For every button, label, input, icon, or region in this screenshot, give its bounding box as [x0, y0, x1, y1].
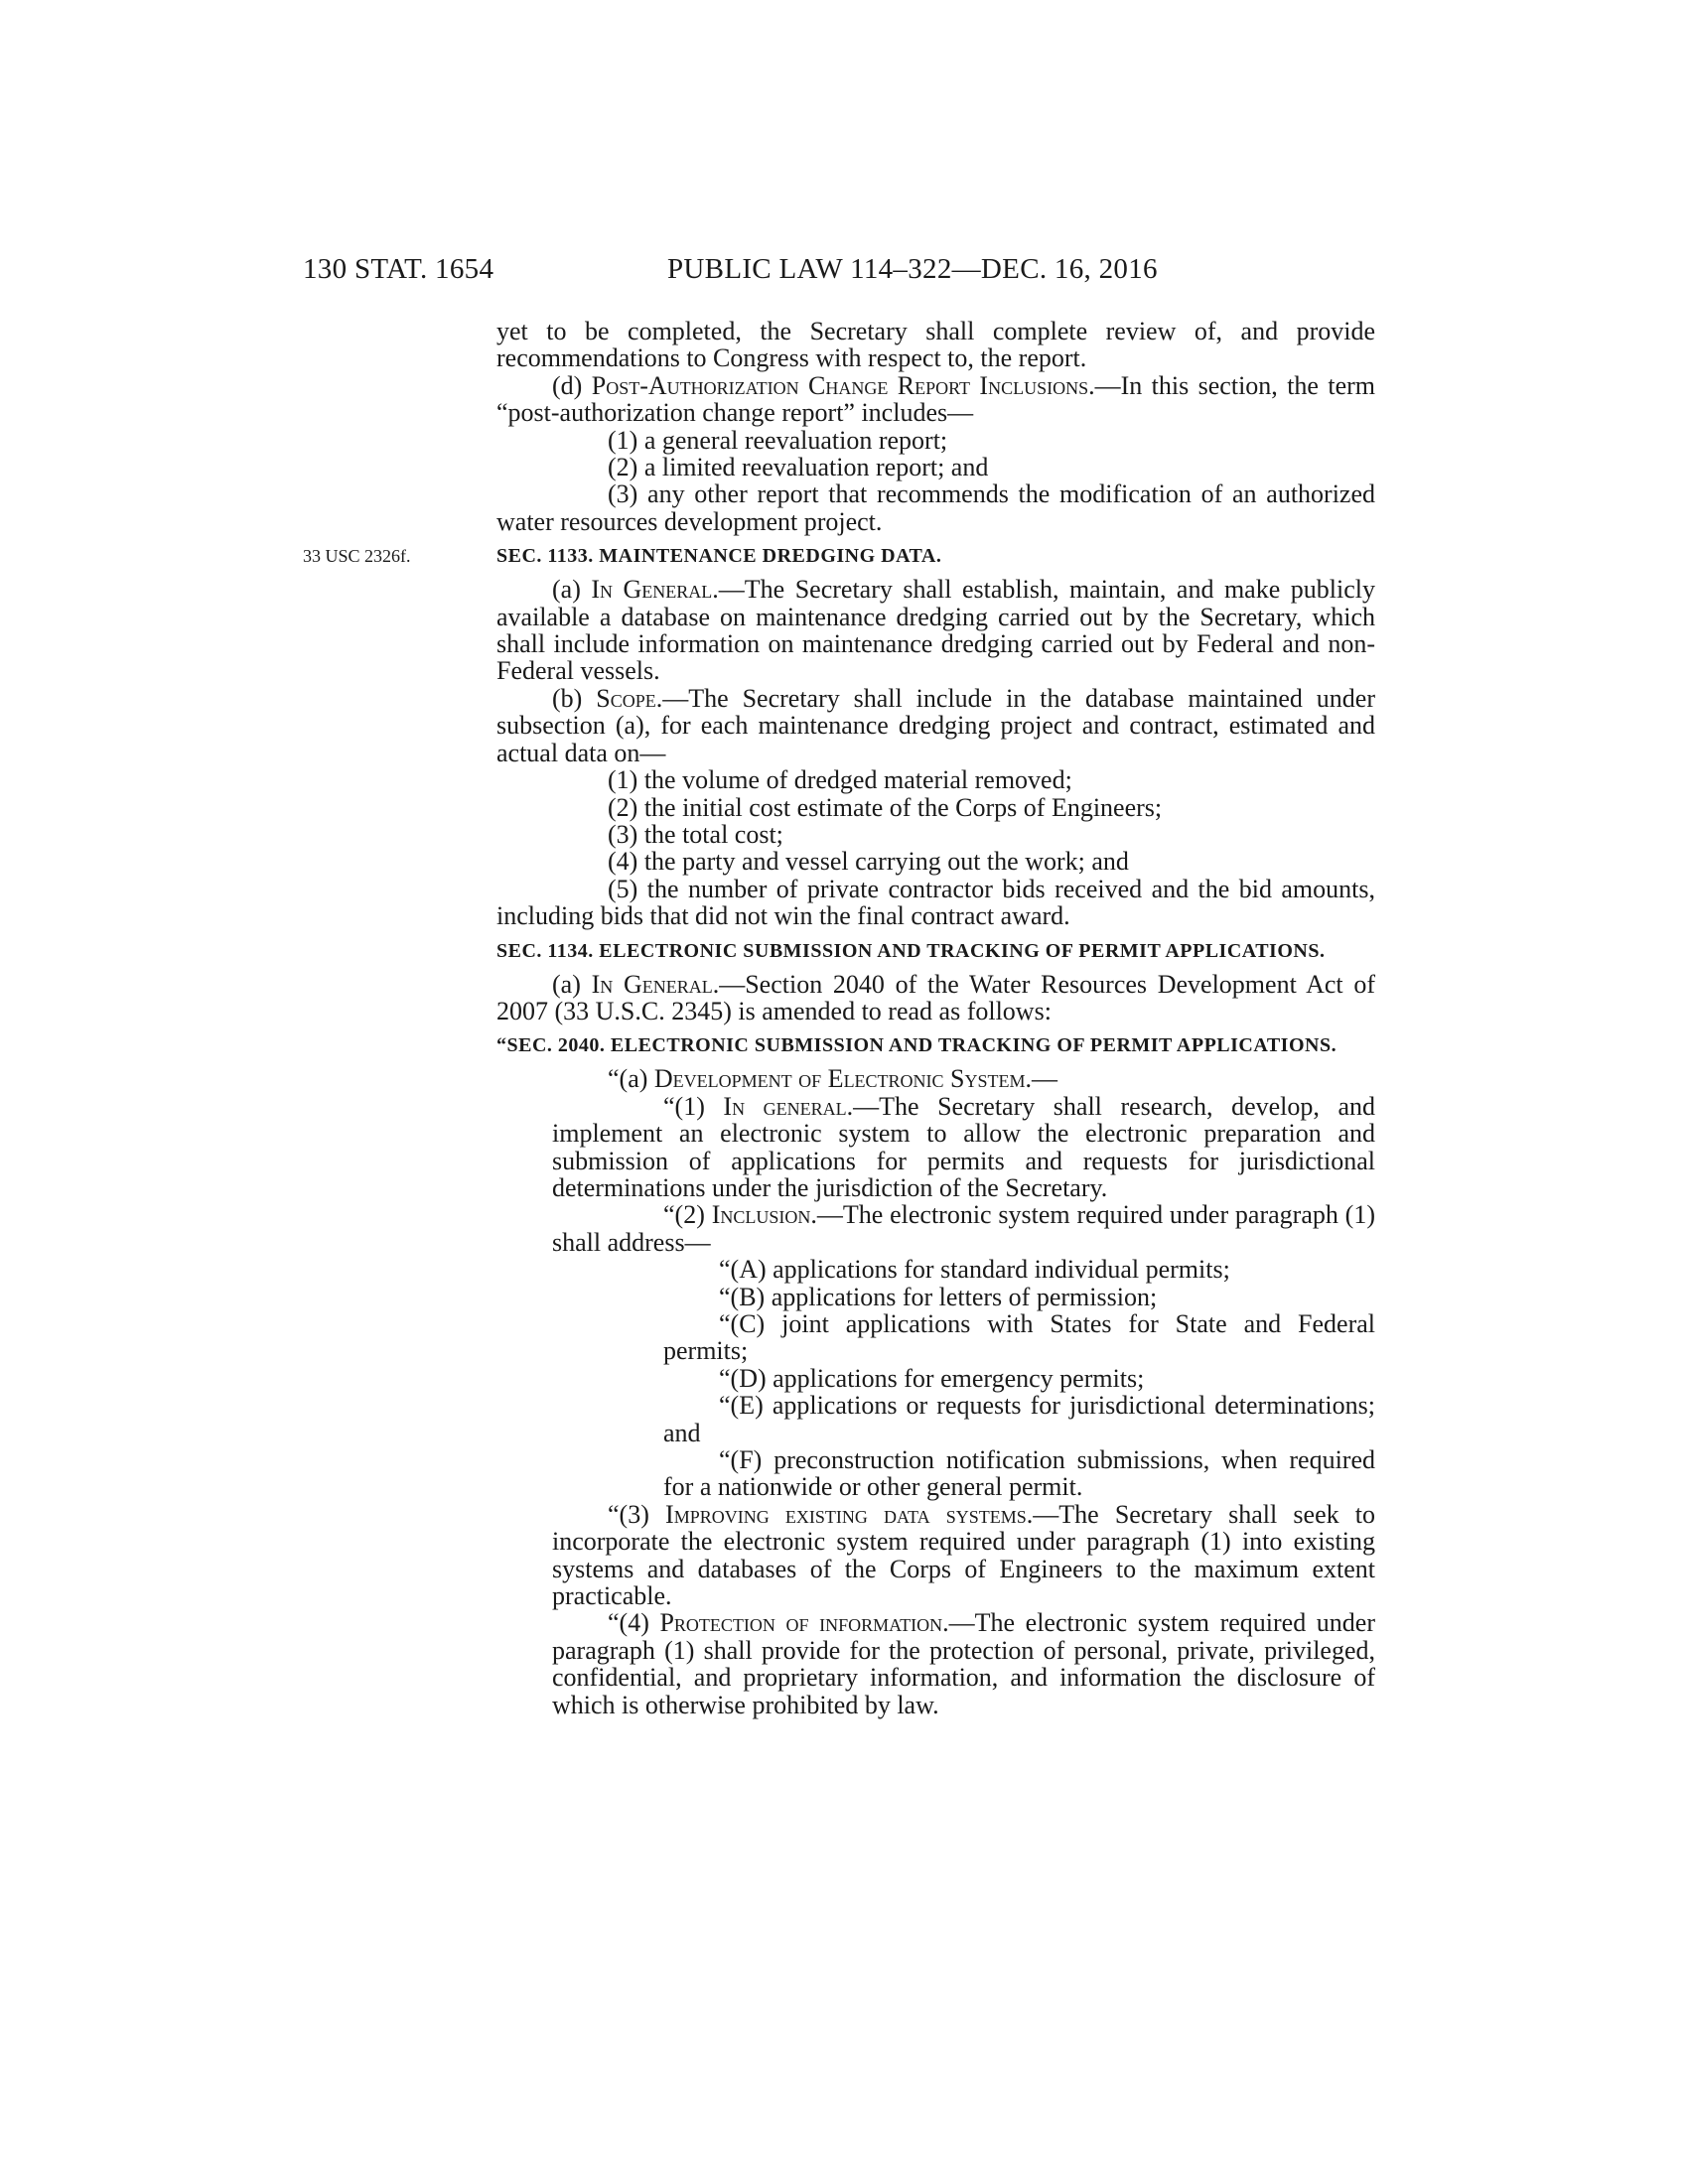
section-1133-b	[496, 685, 1375, 766]
subsection-d-item-2: (2) a limited reevaluation report; and	[608, 453, 989, 482]
section-2040-paragraph-2-text: —The electronic system required under paragraph (1) shall address—	[552, 1200, 1375, 1257]
section-2040-paragraph-2	[552, 1201, 1375, 1256]
page-stat-citation: 130 STAT. 1654	[303, 253, 494, 285]
subsection-d-label: (d)	[552, 370, 592, 400]
section-1134-a-label: (a)	[552, 969, 592, 999]
section-2040-item-F: “(F) preconstruction notification submissions, when required for a nationwide or other general permit.	[663, 1445, 1375, 1502]
section-2040-paragraph-4	[552, 1609, 1375, 1718]
section-2040-item-D: “(D) applications for emergency permits;	[719, 1363, 1145, 1393]
subsection-d	[496, 372, 1375, 427]
subsection-d-item-3: (3) any other report that recommends the modification of an authorized water resources development project.	[496, 479, 1375, 536]
section-1133-a	[496, 576, 1375, 685]
section-2040-paragraph-2-heading: Inclusion.	[711, 1200, 817, 1230]
section-1133-b-heading: Scope.	[596, 683, 663, 713]
document-body	[496, 318, 1375, 1718]
section-1133-b-item-2: (2) the initial cost estimate of the Corps of Engineers;	[608, 792, 1163, 822]
section-1133-heading: SEC. 1133. MAINTENANCE DREDGING DATA.	[496, 545, 942, 568]
section-1133-b-text: —The Secretary shall include in the database maintained under subsection (a), for each maintenance dredging project and contract, estimated and actual data on—	[496, 683, 1375, 767]
section-2040-heading: “SEC. 2040. ELECTRONIC SUBMISSION AND TRACKING OF PERMIT APPLICATIONS.	[496, 1034, 1337, 1057]
section-2040-paragraph-1	[552, 1093, 1375, 1202]
section-2040-paragraph-4-label: “(4)	[608, 1608, 660, 1638]
section-2040-a-heading: Development of Electronic System.	[653, 1064, 1033, 1094]
section-2040-block	[496, 1065, 1375, 1718]
subsection-d-heading: Post-Authorization Change Report Inclusions.	[591, 370, 1095, 400]
section-2040-paragraph-3	[552, 1501, 1375, 1610]
section-2040-paragraph-3-text: —The Secretary shall seek to incorporate the electronic system required under paragraph (1) into existing systems and databases of the Corps of Engineers to the maximum extent practicable.	[552, 1499, 1375, 1611]
section-1133-b-item-1: (1) the volume of dredged material removed;	[608, 765, 1072, 795]
section-2040-paragraph-3-heading: Improving existing data systems.	[665, 1499, 1034, 1529]
section-2040-inclusion-list	[552, 1256, 1375, 1501]
section-2040-item-B: “(B) applications for letters of permission;	[719, 1282, 1158, 1311]
section-1133-b-item-3: (3) the total cost;	[608, 819, 783, 849]
section-2040-item-A: “(A) applications for standard individual permits;	[719, 1255, 1230, 1285]
subsection-d-text: —In this section, the term “post-authorization change report” includes—	[496, 370, 1376, 428]
section-2040-paragraph-4-text: —The electronic system required under paragraph (1) shall provide for the protection of personal, private, privileged, confidential, and proprietary information, and information the disclosure of which is otherwise prohibited by law.	[552, 1608, 1376, 1719]
section-1134-a-heading: In General.	[591, 969, 720, 999]
section-2040-paragraph-1-text: —The Secretary shall research, develop, and implement an electronic system to allow the electronic preparation and submission of applications for permits and requests for jurisdictional determinations under the jurisdiction of the Secretary.	[552, 1091, 1375, 1202]
section-2040-paragraph-4-heading: Protection of information.	[659, 1608, 949, 1638]
page-running-head: PUBLIC LAW 114–322—DEC. 16, 2016	[667, 253, 1158, 285]
subsection-d-item-1: (1) a general reevaluation report;	[608, 425, 948, 455]
section-2040-item-E: “(E) applications or requests for jurisdictional determinations; and	[663, 1391, 1375, 1447]
section-1133-b-label: (b)	[552, 683, 597, 713]
section-1134-a	[496, 971, 1375, 1025]
margin-citation-note: 33 USC 2326f.	[303, 546, 411, 567]
section-1133-b-item-4: (4) the party and vessel carrying out the work; and	[608, 847, 1129, 877]
section-1133-a-text: —The Secretary shall establish, maintain, and make publicly available a database on maintenance dredging carried out by the Secretary, which shall include information on maintenance dredging carried out by Federal and non-Federal vessels.	[496, 575, 1375, 686]
paragraph-continuation: yet to be completed, the Secretary shall complete review of, and provide recommendations to Congress with respect to, the report.	[496, 317, 1375, 373]
section-2040-item-C: “(C) joint applications with States for State and Federal permits;	[663, 1309, 1375, 1366]
section-1133-a-heading: In General.	[591, 575, 719, 605]
section-2040-paragraph-3-label: “(3)	[608, 1499, 666, 1529]
section-1134-a-text: —Section 2040 of the Water Resources Development Act of 2007 (33 U.S.C. 2345) is amended to read as follows:	[496, 969, 1375, 1025]
section-1133-b-item-5: (5) the number of private contractor bids received and the bid amounts, including bids that did not win the final contract award.	[496, 874, 1375, 931]
section-2040-a-text: —	[1032, 1064, 1058, 1094]
section-2040-a	[552, 1065, 1375, 1092]
section-1134-heading: SEC. 1134. ELECTRONIC SUBMISSION AND TRACKING OF PERMIT APPLICATIONS.	[496, 939, 1326, 962]
section-1133-a-label: (a)	[552, 575, 592, 605]
section-2040-a-label: “(a)	[608, 1064, 654, 1094]
section-2040-paragraph-1-label: “(1)	[663, 1091, 724, 1121]
section-2040-paragraph-2-label: “(2)	[663, 1200, 712, 1230]
section-2040-paragraph-1-heading: In general.	[723, 1091, 854, 1121]
